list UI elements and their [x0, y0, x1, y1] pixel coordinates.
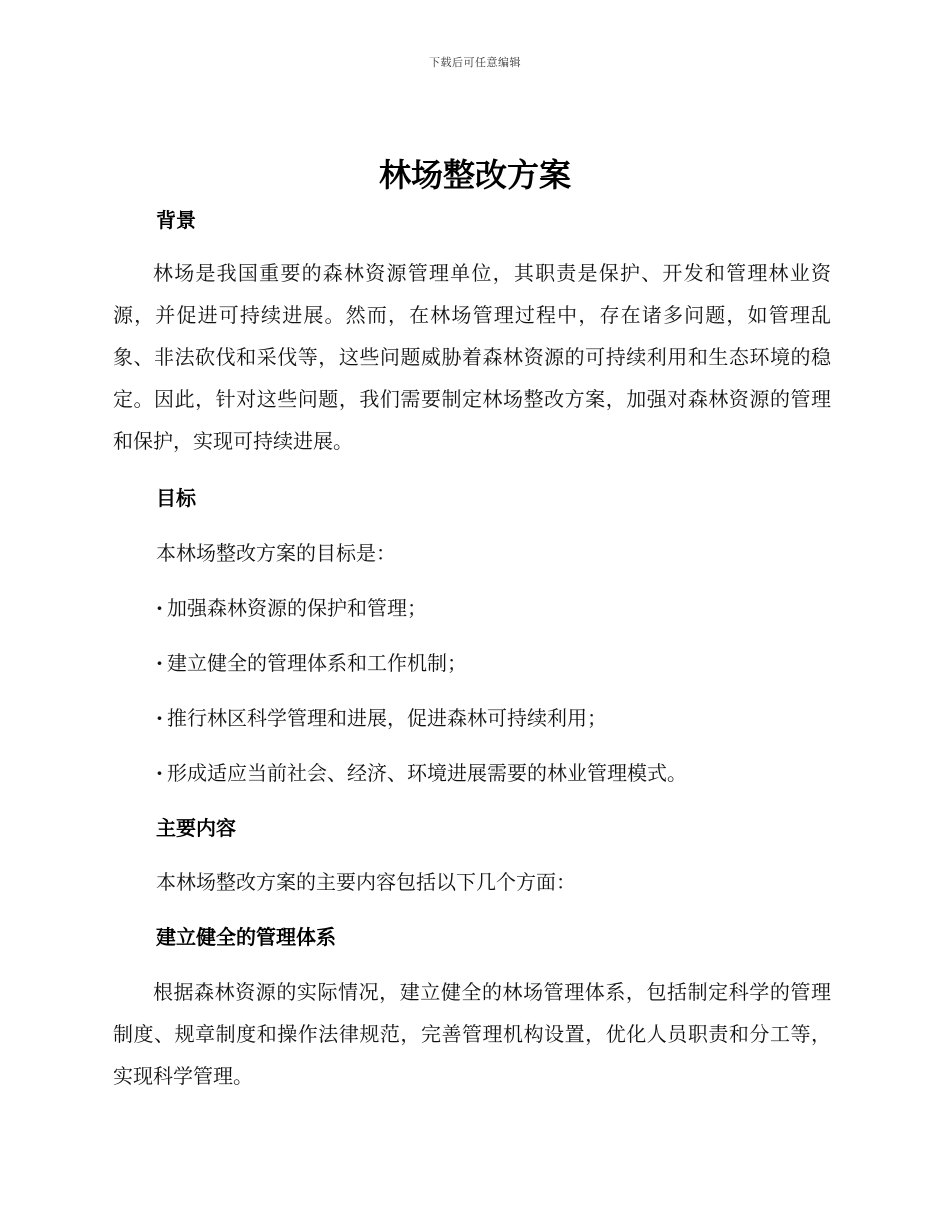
heading-background: 背景	[156, 208, 196, 232]
bullet-icon: ·	[156, 651, 163, 675]
paragraph-background: 林场是我国重要的森林资源管理单位，其职责是保护、开发和管理林业资源，并促进可持续进展。然而，在林场管理过程中，存在诸多问题，如管理乱象、非法砍伐和采伐等，这些问题威胁着森林资源的可持续利用和生态环境的稳定。因此，针对这些问题，我们需要制定林场整改方案，加强对森林资源的管理和保护，实现可持续进展。	[113, 261, 831, 453]
list-item	[156, 704, 607, 732]
heading-goals: 目标	[156, 486, 196, 510]
list-item-text: 形成适应当前社会、经济、环境进展需要的林业管理模式。	[166, 761, 687, 785]
document-title: 林场整改方案	[378, 156, 571, 194]
heading-management-system: 建立健全的管理体系	[156, 925, 336, 949]
bullet-icon: ·	[156, 596, 163, 620]
goals-intro: 本林场整改方案的目标是：	[156, 541, 396, 565]
bullet-icon: ·	[156, 706, 163, 730]
list-item-text: 推行林区科学管理和进展，促进森林可持续利用；	[166, 706, 607, 730]
heading-main-content: 主要内容	[156, 816, 236, 840]
header-note: 下载后可任意编辑	[429, 56, 521, 69]
list-item	[156, 759, 687, 787]
list-item-text: 加强森林资源的保护和管理；	[166, 596, 427, 620]
main-content-intro: 本林场整改方案的主要内容包括以下几个方面：	[156, 870, 576, 894]
paragraph-management-system: 根据森林资源的实际情况，建立健全的林场管理体系，包括制定科学的管理制度、规章制度和操作法律规范，完善管理机构设置，优化人员职责和分工等，实现科学管理。	[113, 980, 831, 1088]
bullet-icon: ·	[156, 761, 163, 785]
list-item-text: 建立健全的管理体系和工作机制；	[166, 651, 467, 675]
list-item	[156, 649, 467, 677]
list-item	[156, 594, 427, 622]
